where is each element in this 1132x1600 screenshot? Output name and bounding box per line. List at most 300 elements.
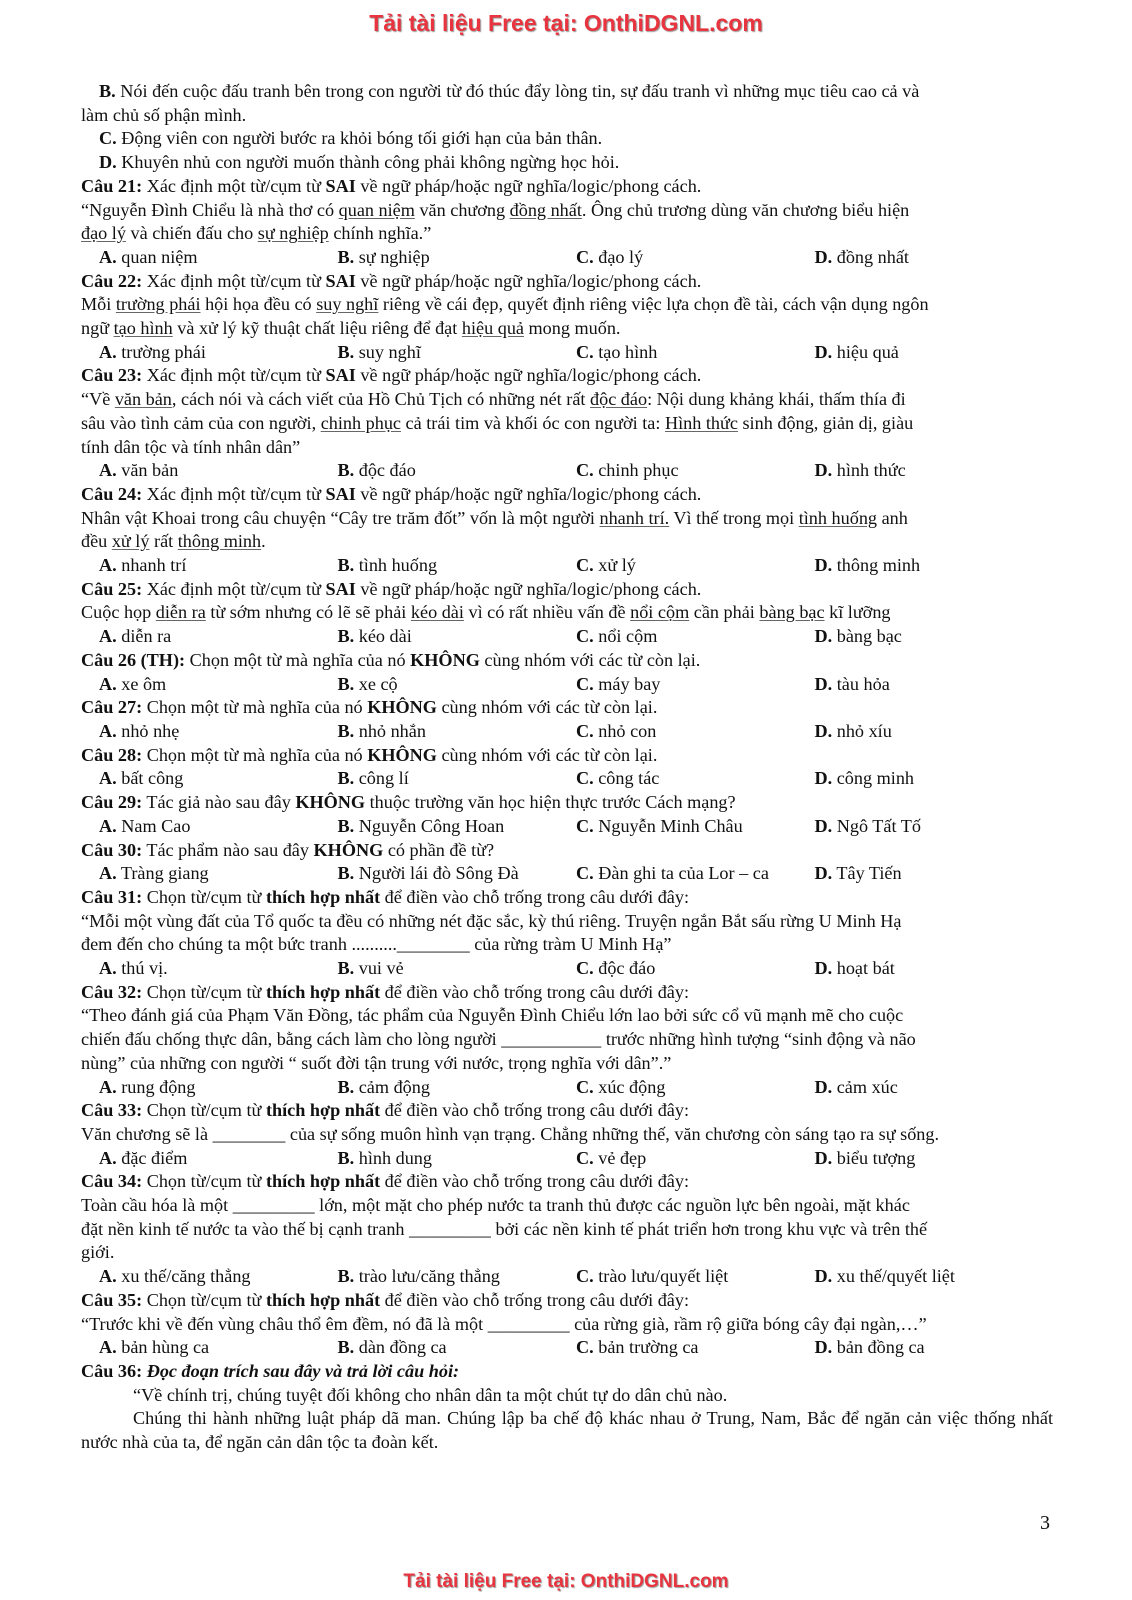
- option-c[interactable]: [576, 815, 815, 839]
- passage-text: . Ông chủ trương dùng văn chương biểu hiện: [581, 199, 910, 220]
- question-27-title: [81, 696, 1053, 720]
- download-banner-top[interactable]: Tải tài liệu Free tại: OnthiDGNL.com: [369, 10, 763, 36]
- option-text: độc đáo: [598, 958, 656, 979]
- underlined-term: độc đáo: [590, 389, 648, 410]
- underlined-term: quan niệm: [338, 199, 415, 220]
- option-d[interactable]: [815, 246, 1054, 270]
- question-27-options: [81, 720, 1053, 744]
- option-d[interactable]: [815, 957, 1054, 981]
- passage-text: văn chương: [414, 199, 510, 220]
- option-a[interactable]: [99, 1076, 338, 1100]
- option-letter: D.: [814, 863, 833, 884]
- question-31-title: [81, 886, 1053, 910]
- option-letter: C.: [576, 555, 594, 576]
- option-text: xe cộ: [358, 673, 398, 694]
- option-d[interactable]: [815, 673, 1054, 697]
- prompt-emphasis: thích hợp nhất: [265, 1100, 381, 1121]
- option-text: hình dung: [358, 1147, 432, 1168]
- option-text: vui vẻ: [358, 958, 404, 979]
- option-text: hình thức: [836, 460, 906, 481]
- question-34-options: [81, 1265, 1053, 1289]
- question-26-title: [81, 649, 1053, 673]
- passage-text: và xử lý kỹ thuật chất liệu riêng để đạt: [172, 318, 462, 339]
- option-text: công minh: [836, 768, 915, 789]
- option-letter: B.: [337, 1076, 355, 1097]
- underlined-term: kéo dài: [410, 602, 464, 623]
- option-text: cảm động: [358, 1076, 430, 1097]
- option-d[interactable]: [815, 720, 1054, 744]
- option-text: cảm xúc: [836, 1076, 898, 1097]
- option-text: trào lưu/căng thẳng: [358, 1266, 500, 1287]
- option-text: diễn ra: [121, 626, 172, 647]
- passage-text: Nhân vật Khoai trong câu chuyện “Cây tre trăm đốt” vốn là một người: [81, 507, 600, 528]
- question-32-title: [81, 981, 1053, 1005]
- prompt-text: về ngữ pháp/hoặc ngữ nghĩa/logic/phong cách.: [355, 483, 702, 504]
- option-c[interactable]: [576, 1076, 815, 1100]
- option-text: tàu hỏa: [836, 673, 890, 694]
- option-d[interactable]: [815, 862, 1054, 886]
- option-b[interactable]: [338, 459, 577, 483]
- option-b[interactable]: [338, 246, 577, 270]
- underlined-term: Hình thức: [664, 412, 738, 433]
- option-b[interactable]: [338, 341, 577, 365]
- download-banner-bottom[interactable]: Tải tài liệu Free tại: OnthiDGNL.com: [403, 1571, 729, 1592]
- option-text: suy nghĩ: [358, 341, 421, 362]
- question-22-passage-cont: [81, 317, 1053, 341]
- option-c[interactable]: [576, 862, 815, 886]
- option-d[interactable]: [815, 1076, 1054, 1100]
- prompt-emphasis: KHÔNG: [313, 839, 384, 860]
- option-text: công lí: [358, 768, 409, 789]
- underlined-term: trường phái: [115, 294, 201, 315]
- option-d[interactable]: [815, 625, 1054, 649]
- option-text: bản trường ca: [598, 1337, 699, 1358]
- prompt-text: Xác định một từ/cụm từ: [142, 270, 326, 291]
- passage-text: sinh động, giản dị, giàu: [737, 412, 914, 433]
- option-letter: B.: [337, 768, 355, 789]
- underlined-term: đồng nhất: [509, 199, 582, 220]
- question-25-options: [81, 625, 1053, 649]
- option-b[interactable]: [338, 767, 577, 791]
- passage-text: Cuộc họp: [81, 602, 156, 623]
- passage-text: riêng về cái đẹp, quyết định riêng việc lựa chọn đề tài, cách vận dụng ngôn: [378, 294, 929, 315]
- prompt-text: để điền vào chỗ trống trong câu dưới đây:: [380, 981, 690, 1002]
- option-letter: B.: [337, 958, 355, 979]
- question-23-passage: [81, 388, 1053, 412]
- question-29-title: [81, 791, 1053, 815]
- question-label: Câu 29:: [81, 792, 143, 813]
- option-text: độc đáo: [358, 460, 416, 481]
- option-text: Tây Tiến: [836, 863, 902, 884]
- option-letter: B.: [337, 341, 355, 362]
- option-text: thú vị.: [121, 958, 168, 979]
- option-d[interactable]: [815, 1147, 1054, 1171]
- option-text: máy bay: [598, 673, 661, 694]
- option-letter: D.: [814, 1147, 833, 1168]
- question-22-passage: [81, 293, 1053, 317]
- question-24-title: [81, 483, 1053, 507]
- prompt-text: Chọn một từ mà nghĩa của nó: [142, 697, 368, 718]
- option-d[interactable]: [815, 459, 1054, 483]
- question-label: Câu 26 (TH):: [81, 649, 186, 670]
- option-letter: D.: [814, 1337, 833, 1358]
- option-letter: A.: [99, 555, 117, 576]
- option-letter: A.: [99, 720, 117, 741]
- option-letter: D.: [814, 341, 833, 362]
- option-letter: A.: [99, 673, 117, 694]
- option-a[interactable]: [99, 767, 338, 791]
- underlined-term: xử lý: [111, 531, 150, 552]
- option-text: sự nghiệp: [358, 246, 430, 267]
- underlined-term: đạo lý: [81, 223, 126, 244]
- option-letter: B.: [337, 720, 355, 741]
- option-text: nhanh trí: [121, 555, 187, 576]
- option-letter: C.: [576, 1337, 594, 1358]
- question-22-options: [81, 341, 1053, 365]
- underlined-term: suy nghĩ: [316, 294, 379, 315]
- prompt-text: cùng nhóm với các từ còn lại.: [436, 744, 658, 765]
- option-b[interactable]: [338, 554, 577, 578]
- option-letter: C.: [576, 768, 594, 789]
- option-letter: A.: [99, 815, 117, 836]
- prompt-text: Chọn từ/cụm từ: [142, 886, 266, 907]
- question-23-title: [81, 364, 1053, 388]
- option-text: thông minh: [836, 555, 921, 576]
- option-text: nhỏ nhắn: [358, 720, 426, 741]
- option-a[interactable]: [99, 459, 338, 483]
- passage-text: cả trái tim và khối óc con người ta:: [401, 412, 665, 433]
- option-text: tạo hình: [598, 341, 658, 362]
- option-letter: B.: [337, 815, 355, 836]
- option-text: vẻ đẹp: [598, 1147, 647, 1168]
- question-label: Câu 35:: [81, 1289, 143, 1310]
- question-label: Câu 33:: [81, 1100, 143, 1121]
- question-35-title: [81, 1289, 1053, 1313]
- option-d[interactable]: [815, 341, 1054, 365]
- question-33-title: [81, 1099, 1053, 1123]
- option-letter: D.: [814, 815, 833, 836]
- passage-text: Mỗi: [81, 294, 116, 315]
- prompt-text: Chọn một từ mà nghĩa của nó: [185, 649, 411, 670]
- question-24-passage-cont: [81, 530, 1053, 554]
- question-label: Câu 25:: [81, 578, 143, 599]
- prompt-emphasis: KHÔNG: [367, 697, 437, 718]
- option-b[interactable]: [338, 673, 577, 697]
- question-32-options: [81, 1076, 1053, 1100]
- option-letter: C.: [576, 1147, 594, 1168]
- passage-text: Vì thế trong mọi: [669, 507, 799, 528]
- option-text: Người lái đò Sông Đà: [358, 863, 519, 884]
- question-24-passage: [81, 507, 1053, 531]
- option-letter: A.: [99, 246, 117, 267]
- prompt-text: Tác phẩm nào sau đây: [142, 839, 314, 860]
- option-b[interactable]: [338, 957, 577, 981]
- passage-text: .: [261, 531, 266, 552]
- question-label: Câu 31:: [81, 886, 143, 907]
- underlined-term: thông minh: [177, 531, 262, 552]
- passage-text: vì có rất nhiều vấn đề: [463, 602, 631, 623]
- question-21-title: [81, 175, 1053, 199]
- option-c[interactable]: [576, 1265, 815, 1289]
- option-b[interactable]: [338, 625, 577, 649]
- option-letter: C.: [576, 673, 594, 694]
- option-a[interactable]: [99, 625, 338, 649]
- option-d[interactable]: [815, 1265, 1054, 1289]
- option-d[interactable]: [815, 554, 1054, 578]
- option-c[interactable]: [576, 625, 815, 649]
- question-23-options: [81, 459, 1053, 483]
- option-letter: D.: [814, 673, 833, 694]
- option-b[interactable]: [338, 720, 577, 744]
- underlined-term: diễn ra: [155, 602, 206, 623]
- prompt-emphasis: thích hợp nhất: [265, 1289, 381, 1310]
- question-instruction: Đọc đoạn trích sau đây và trả lời câu hỏi:: [142, 1360, 460, 1381]
- option-text: bản hùng ca: [121, 1337, 210, 1358]
- passage-text: , cách nói và cách viết của Hồ Chủ Tịch có những nét rất: [171, 389, 590, 410]
- option-letter: B.: [337, 673, 355, 694]
- option-b[interactable]: [338, 1147, 577, 1171]
- question-28-title: [81, 744, 1053, 768]
- option-text: kéo dài: [358, 626, 412, 647]
- option-text: dàn đồng ca: [358, 1337, 447, 1358]
- option-b[interactable]: [338, 815, 577, 839]
- question-23-passage-cont: [81, 412, 1053, 436]
- option-letter: B.: [337, 555, 355, 576]
- underlined-term: văn bản: [114, 389, 172, 410]
- passage-text: hội họa đều có: [200, 294, 317, 315]
- question-label: Câu 36:: [81, 1360, 143, 1381]
- prompt-text: Xác định một từ/cụm từ: [142, 175, 326, 196]
- option-c[interactable]: [576, 341, 815, 365]
- option-d[interactable]: [815, 815, 1054, 839]
- question-23-passage-end: tính dân tộc và tính nhân dân”: [81, 436, 301, 457]
- option-letter: D.: [814, 555, 833, 576]
- passage-text: và chiến đấu cho: [125, 223, 258, 244]
- option-letter: A.: [99, 1076, 117, 1097]
- question-label: Câu 21:: [81, 175, 143, 196]
- option-text: xu thế/quyết liệt: [836, 1266, 955, 1287]
- option-text: hoạt bát: [836, 958, 895, 979]
- option-letter: A.: [99, 768, 117, 789]
- question-36-excerpt-para2: Chúng thi hành những luật pháp dã man. Chúng lập ba chế độ khác nhau ở Trung, Nam, Bắc để ngăn cản việc thống nhất nước nhà của ta, để ngăn cản dân tộc ta đoàn kết.: [81, 1408, 1053, 1453]
- question-33-options: [81, 1147, 1053, 1171]
- option-letter: A.: [99, 863, 117, 884]
- prompt-text: để điền vào chỗ trống trong câu dưới đây:: [380, 1171, 690, 1192]
- option-text: chinh phục: [598, 460, 679, 481]
- option-a[interactable]: [99, 246, 338, 270]
- underlined-term: bàng bạc: [759, 602, 825, 623]
- question-34-passage-cont: đặt nền kinh tế nước ta vào thế bị cạnh tranh _________ bởi các nền kinh tế phát triển hơn trong khu vực và trên thế: [81, 1218, 928, 1239]
- prompt-text: cùng nhóm với các từ còn lại.: [436, 697, 658, 718]
- option-text: Tràng giang: [120, 863, 209, 884]
- option-a[interactable]: [99, 862, 338, 886]
- prompt-text: Chọn từ/cụm từ: [142, 1100, 266, 1121]
- option-text: xu thế/căng thẳng: [121, 1266, 251, 1287]
- prompt-text: về ngữ pháp/hoặc ngữ nghĩa/logic/phong cách.: [355, 578, 702, 599]
- option-text: trường phái: [121, 341, 206, 362]
- option-c[interactable]: [576, 720, 815, 744]
- option-a[interactable]: [99, 815, 338, 839]
- question-35-options: [81, 1336, 1053, 1360]
- question-31-passage: “Mỗi một vùng đất của Tổ quốc ta đều có những nét đặc sắc, kỳ thú riêng. Truyện ngắn Bắt sấu rừng U Minh Hạ: [81, 910, 902, 931]
- option-letter: B.: [337, 1147, 355, 1168]
- option-letter: A.: [99, 1147, 117, 1168]
- passage-text: chính nghĩa.”: [328, 223, 432, 244]
- option-text: xử lý: [598, 555, 636, 576]
- option-letter: D.: [814, 958, 833, 979]
- option-text: nhỏ xíu: [836, 720, 892, 741]
- prompt-text: Tác giả nào sau đây: [142, 792, 296, 813]
- option-text: rung động: [121, 1076, 196, 1097]
- prompt-emphasis: thích hợp nhất: [265, 886, 381, 907]
- option-text: nhỏ con: [598, 720, 657, 741]
- question-label: Câu 28:: [81, 744, 143, 765]
- option-text: xe ôm: [121, 673, 167, 694]
- exam-page-content: [81, 80, 1053, 1455]
- option-c[interactable]: [576, 246, 815, 270]
- option-c[interactable]: [576, 1336, 815, 1360]
- option-b[interactable]: [338, 1336, 577, 1360]
- prompt-emphasis: thích hợp nhất: [265, 981, 381, 1002]
- prompt-text: về ngữ pháp/hoặc ngữ nghĩa/logic/phong cách.: [355, 270, 702, 291]
- prompt-emphasis: SAI: [325, 578, 356, 599]
- prompt-text: về ngữ pháp/hoặc ngữ nghĩa/logic/phong cách.: [355, 175, 702, 196]
- prompt-text: có phần đề từ?: [383, 839, 495, 860]
- prompt-text: Chọn từ/cụm từ: [142, 981, 266, 1002]
- option-d[interactable]: [815, 767, 1054, 791]
- option-letter: D.: [814, 1076, 833, 1097]
- option-b[interactable]: [338, 862, 577, 886]
- prompt-emphasis: SAI: [325, 365, 356, 386]
- underlined-term: sự nghiệp: [257, 223, 329, 244]
- option-letter: B.: [337, 626, 355, 647]
- prompt-text: Xác định một từ/cụm từ: [142, 365, 326, 386]
- option-d[interactable]: [815, 1336, 1054, 1360]
- underlined-term: nổi cộm: [630, 602, 690, 623]
- option-letter: A.: [99, 958, 117, 979]
- option-text: đồng nhất: [836, 246, 909, 267]
- prompt-emphasis: KHÔNG: [367, 744, 437, 765]
- option-letter: A.: [99, 1266, 117, 1287]
- passage-text: đều: [81, 531, 112, 552]
- option-c[interactable]: [576, 1147, 815, 1171]
- question-32-passage-cont: chiến đấu chống thực dân, bằng cách làm cho lòng người ___________ trước những hình tượng “sinh động và não: [81, 1029, 916, 1050]
- underlined-term: tình huống: [798, 507, 878, 528]
- option-text: quan niệm: [121, 246, 198, 267]
- option-letter: A.: [99, 460, 117, 481]
- question-34-passage: Toàn cầu hóa là một _________ lớn, một mặt cho phép nước ta tranh thủ được các nguồn lực bên ngoài, mặt khác: [81, 1195, 910, 1216]
- option-a[interactable]: [99, 1265, 338, 1289]
- option-a[interactable]: [99, 554, 338, 578]
- option-letter: D.: [814, 246, 833, 267]
- option-a[interactable]: [99, 1336, 338, 1360]
- option-text: xúc động: [598, 1076, 666, 1097]
- question-26-options: [81, 673, 1053, 697]
- option-letter: B.: [99, 81, 116, 101]
- option-text: nổi cộm: [598, 626, 658, 647]
- option-letter: B.: [337, 460, 355, 481]
- option-a[interactable]: [99, 341, 338, 365]
- question-25-title: [81, 578, 1053, 602]
- question-label: Câu 22:: [81, 270, 143, 291]
- option-letter: D.: [814, 460, 833, 481]
- prompt-text: Chọn từ/cụm từ: [142, 1289, 266, 1310]
- option-letter: C.: [576, 341, 594, 362]
- question-label: Câu 27:: [81, 697, 143, 718]
- option-text: hiệu quả: [836, 341, 899, 362]
- option-text: Nói đến cuộc đấu tranh bên trong con người từ đó thúc đẩy lòng tin, sự đấu tranh vì những mục tiêu cao cả và: [115, 81, 920, 101]
- prompt-emphasis: SAI: [325, 175, 356, 196]
- question-21-passage-cont: [81, 222, 1053, 246]
- option-letter: A.: [99, 1337, 117, 1358]
- option-letter: C.: [576, 460, 594, 481]
- passage-text: từ sớm nhưng có lẽ sẽ phải: [205, 602, 411, 623]
- option-a[interactable]: [99, 720, 338, 744]
- option-text: Khuyên nhủ con người muốn thành công phải không ngừng học hỏi.: [116, 152, 620, 173]
- option-a[interactable]: [99, 673, 338, 697]
- question-22-title: [81, 270, 1053, 294]
- prompt-emphasis: thích hợp nhất: [265, 1171, 381, 1192]
- passage-text: “Nguyễn Đình Chiểu là nhà thơ có: [81, 199, 339, 220]
- underlined-term: chinh phục: [320, 412, 401, 433]
- option-text: bản đồng ca: [836, 1337, 925, 1358]
- question-label: Câu 32:: [81, 981, 143, 1002]
- option-letter: A.: [99, 626, 117, 647]
- option-letter: D.: [814, 626, 833, 647]
- passage-text: cần phải: [689, 602, 760, 623]
- question-32-passage-end: nùng” của những con người “ suốt đời tận trung với nước, trọng nghĩa với dân”.”: [81, 1052, 672, 1073]
- prompt-text: Xác định một từ/cụm từ: [142, 483, 326, 504]
- option-a[interactable]: [99, 1147, 338, 1171]
- prompt-emphasis: KHÔNG: [295, 792, 366, 813]
- option-letter: C.: [576, 958, 594, 979]
- passage-text: “Về: [81, 389, 115, 410]
- option-c[interactable]: [576, 554, 815, 578]
- question-label: Câu 24:: [81, 483, 143, 504]
- passage-text: kĩ lưỡng: [824, 602, 891, 623]
- prompt-text: Chọn một từ mà nghĩa của nó: [142, 744, 368, 765]
- option-c[interactable]: [576, 673, 815, 697]
- prompt-emphasis: SAI: [325, 483, 356, 504]
- option-c[interactable]: [576, 767, 815, 791]
- question-32-passage: “Theo đánh giá của Phạm Văn Đồng, tác phẩm của Nguyễn Đình Chiểu lớn lao bởi sức cổ vũ mạnh mẽ cho cuộc: [81, 1005, 904, 1026]
- question-35-passage: “Trước khi về đến vùng châu thổ êm đềm, nó đã là một _________ của rừng già, rầm rộ giữa bóng cây đại ngàn,…”: [81, 1313, 927, 1334]
- option-letter: C.: [576, 815, 594, 836]
- question-30-title: [81, 839, 1053, 863]
- question-25-passage: [81, 601, 1053, 625]
- prompt-text: Chọn từ/cụm từ: [142, 1171, 266, 1192]
- option-c[interactable]: [576, 459, 815, 483]
- option-text: nhỏ nhẹ: [121, 720, 180, 741]
- question-label: Câu 30:: [81, 839, 143, 860]
- option-letter: D.: [99, 152, 117, 173]
- option-b[interactable]: [338, 1076, 577, 1100]
- option-a[interactable]: [99, 957, 338, 981]
- question-34-title: [81, 1170, 1053, 1194]
- option-letter: C.: [576, 720, 594, 741]
- option-letter: D.: [814, 768, 833, 789]
- option-text: tình huống: [358, 555, 438, 576]
- option-text: bàng bạc: [836, 626, 902, 647]
- passage-text: anh: [877, 507, 908, 528]
- prompt-emphasis: SAI: [325, 270, 356, 291]
- option-c[interactable]: [576, 957, 815, 981]
- option-b[interactable]: [338, 1265, 577, 1289]
- option-letter: C.: [576, 246, 594, 267]
- question-31-passage-cont: đem đến cho chúng ta một bức tranh ..........________ của rừng tràm U Minh Hạ”: [81, 934, 672, 955]
- option-text: văn bản: [121, 460, 179, 481]
- question-28-options: [81, 767, 1053, 791]
